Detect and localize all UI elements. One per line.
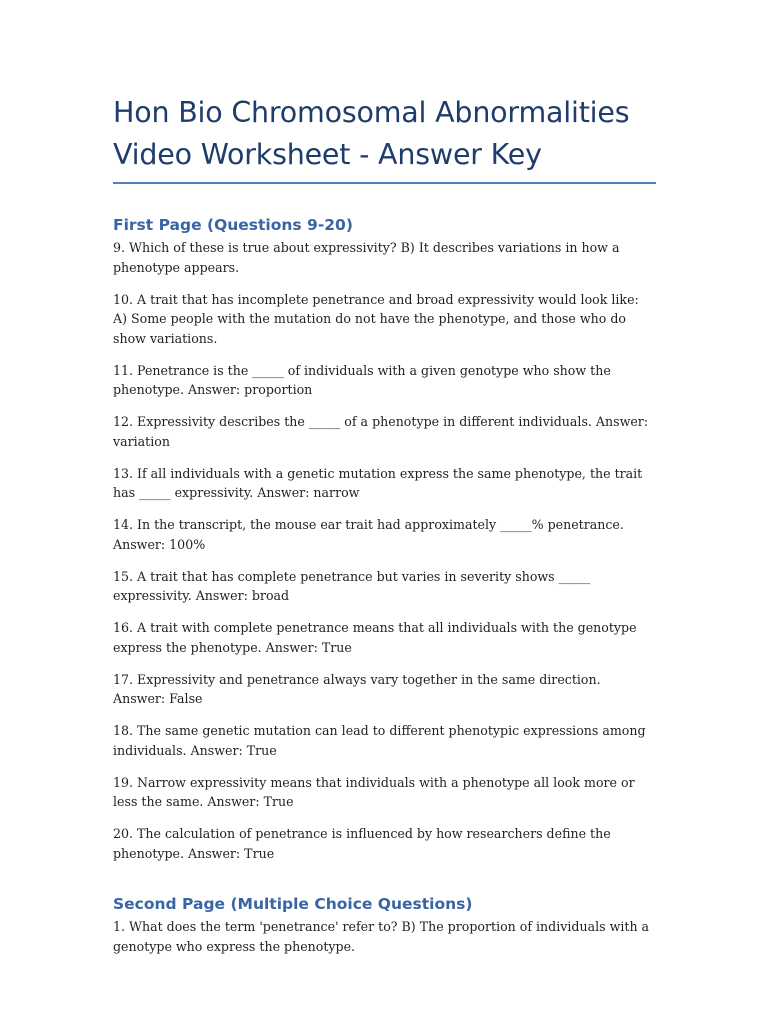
section-second-page-body [113, 917, 656, 956]
title-underline [113, 182, 656, 184]
question-10-answer: 10. A trait that has incomplete penetrance and broad expressivity would look like: A) Some people with the mutation do not have the phenotype, and those who do show variations. [113, 291, 639, 346]
mc-question-1-answer: 1. What does the term 'penetrance' refer to? B) The proportion of individuals with a genotype who express the phenotype. [113, 919, 650, 954]
question-13-answer: 13. If all individuals with a genetic mutation express the same phenotype, the trait has _____ expressivity. Answer: narrow [113, 465, 643, 500]
section-heading-second-page: Second Page (Multiple Choice Questions) [113, 895, 473, 913]
section-first-page-body [113, 238, 656, 863]
section-heading-first-page: First Page (Questions 9-20) [113, 216, 353, 234]
question-20-answer: 20. The calculation of penetrance is influenced by how researchers define the phenotype. Answer: True [113, 826, 611, 861]
document-page [113, 92, 656, 956]
question-9-answer: 9. Which of these is true about expressivity? B) It describes variations in how a phenotype appears. [113, 240, 620, 275]
question-16-answer: 16. A trait with complete penetrance means that all individuals with the genotype express the phenotype. Answer: True [113, 620, 637, 655]
question-12-answer: 12. Expressivity describes the _____ of a phenotype in different individuals. Answer: variation [113, 414, 649, 449]
document-title: Hon Bio Chromosomal Abnormalities Video Worksheet - Answer Key [113, 96, 630, 171]
question-19-answer: 19. Narrow expressivity means that individuals with a phenotype all look more or less the same. Answer: True [113, 774, 635, 809]
question-15-answer: 15. A trait that has complete penetrance but varies in severity shows _____ expressivity. Answer: broad [113, 568, 591, 603]
question-14-answer: 14. In the transcript, the mouse ear trait had approximately _____% penetrance. Answer: 100% [113, 517, 624, 552]
question-11-answer: 11. Penetrance is the _____ of individuals with a given genotype who show the phenotype. Answer: proportion [113, 362, 611, 397]
question-18-answer: 18. The same genetic mutation can lead to different phenotypic expressions among individuals. Answer: True [113, 723, 646, 758]
question-17-answer: 17. Expressivity and penetrance always vary together in the same direction. Answer: False [113, 671, 601, 706]
